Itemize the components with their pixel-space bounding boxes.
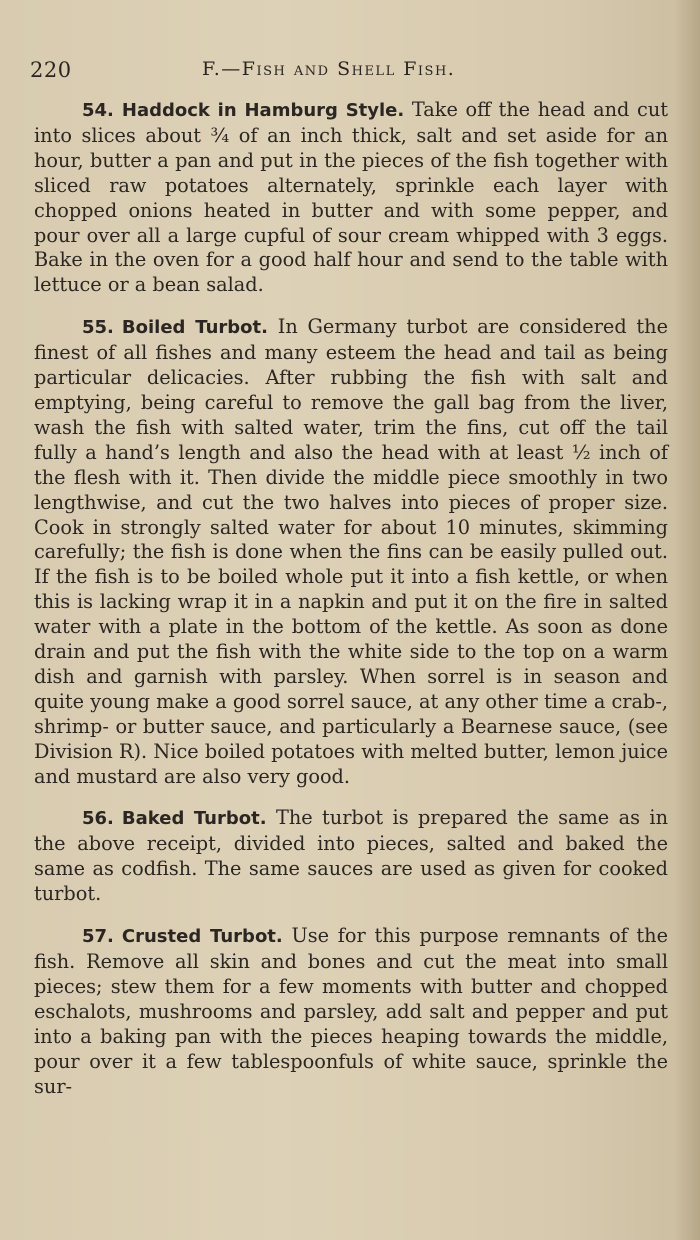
recipe-number: 57. (82, 926, 114, 948)
recipe-number: 56. (82, 808, 114, 830)
recipe-56 (34, 806, 668, 907)
recipe-body: The turbot is prepared the same as in the above receipt, divided into pieces, salted and baked the same as codfish. The same sauces are used as given for cooked turbot. (34, 806, 668, 906)
recipe-57 (34, 924, 668, 1099)
recipe-number: 55. (82, 317, 114, 339)
recipe-title: Baked Turbot. (121, 808, 267, 830)
page-edge-shadow (674, 0, 700, 1240)
running-head: F.—Fish and Shell Fish. (202, 58, 456, 80)
recipe-body: Take off the head and cut into slices about ¾ of an inch thick, salt and set aside for an hour, butter a pan and put in the pieces of the fish together with sliced raw potatoes alternately, sprinkle each layer with chopped onions heated in butter and with some pepper, and pour over all a large cupful of sour cream whipped with 3 eggs. Bake in the oven for a good half hour and send to the table with lettuce or a bean salad. (34, 98, 668, 297)
recipe-title: Crusted Turbot. (121, 926, 283, 948)
page-number: 220 (30, 58, 72, 82)
recipe-number: 54. (82, 100, 114, 121)
page-header (30, 58, 670, 88)
recipe-55 (34, 315, 668, 789)
recipe-54 (34, 98, 668, 298)
recipe-body: Use for this purpose remnants of the fish. Remove all skin and bones and cut the meat into small pieces; stew them for a few moments with butter and chopped eschalots, mushrooms and parsley, add salt and pepper and put into a baking pan with the pieces heaping towards the middle, pour over it a few tablespoonfuls of white sauce, sprinkle the sur- (34, 924, 668, 1098)
page-body (34, 98, 668, 1116)
recipe-title: Boiled Turbot. (121, 317, 268, 339)
recipe-title: Haddock in Hamburg Style. (121, 100, 405, 121)
recipe-body: In Germany turbot are considered the finest of all fishes and many esteem the head and tail as being particular delicacies. After rubbing the fish with salt and emptying, being careful to remove the gall bag from the liver, wash the fish with salted water, trim the fins, cut off the tail fully a hand’s length and also the head with at least ½ inch of the flesh with it. Then divide the middle piece smoothly in two lengthwise, and cut the two halves into pieces of proper size. Cook in strongly salted water for about 10 minutes, skimming carefully; the fish is done when the fins can be easily pulled out. If the fish is to be boiled whole put it into a fish kettle, or when this is lacking wrap it in a napkin and put it on the fire in salted water with a plate in the bottom of the kettle. As soon as done drain and put the fish with the white side to the top on a warm dish and garnish with parsley. When sorrel is in season and quite young make a good sorrel sauce, at any other time a crab-, shrimp- or butter sauce, and particularly a Bearnese sauce, (see Division R). Nice boiled potatoes with melted butter, lemon juice and mustard are also very good. (34, 315, 668, 788)
